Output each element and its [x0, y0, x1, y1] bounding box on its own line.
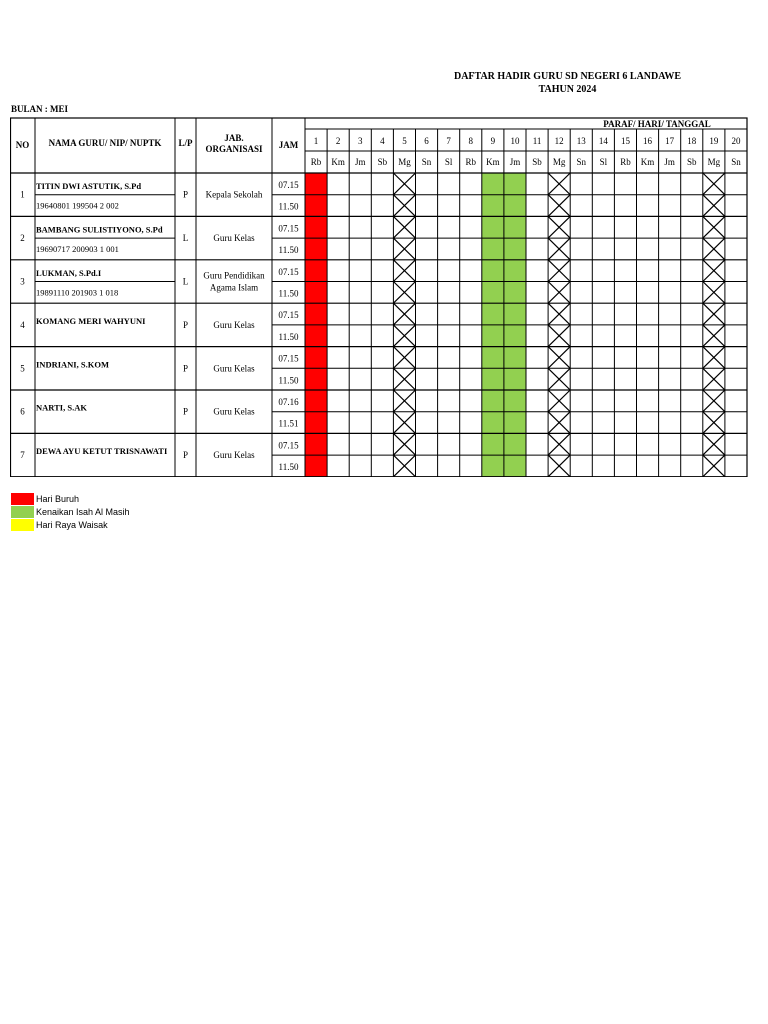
- day-date: 20: [731, 136, 741, 146]
- teacher-jab: Guru Pendidikan: [203, 270, 265, 281]
- legend-label: Hari Raya Waisak: [36, 520, 108, 530]
- day-date: 4: [380, 136, 385, 146]
- month-label: BULAN : MEI: [11, 104, 69, 114]
- day-date: 10: [510, 136, 520, 146]
- jam-out: 11.50: [278, 331, 299, 342]
- jam-out: 11.50: [278, 375, 299, 386]
- day-date: 12: [554, 136, 564, 146]
- day-name: Sb: [532, 157, 542, 167]
- teacher-name: DEWA AYU KETUT TRISNAWATI: [36, 446, 168, 457]
- document-title: DAFTAR HADIR GURU SD NEGERI 6 LANDAWE: [453, 71, 682, 82]
- day-date: 11: [532, 136, 542, 146]
- jam-in: 07.15: [278, 266, 299, 277]
- teacher-lp: P: [182, 189, 189, 200]
- day-name: Rb: [310, 157, 322, 167]
- legend-swatch-yellow: [11, 519, 34, 531]
- legend-label: Hari Buruh: [36, 494, 80, 504]
- teacher-no: 3: [20, 276, 25, 287]
- teacher-name: NARTI, S.AK: [36, 402, 87, 413]
- legend-swatch-green: [11, 506, 34, 518]
- teacher-no: 1: [20, 189, 25, 200]
- day-date: 14: [598, 136, 608, 146]
- teacher-no: 5: [20, 363, 25, 374]
- day-name: Jm: [664, 157, 675, 167]
- teacher-jab: Guru Kelas: [213, 319, 255, 330]
- day-name: Sb: [686, 157, 697, 167]
- header-name: NAMA GURU/ NIP/ NUPTK: [48, 138, 162, 148]
- day-name: Mg: [707, 157, 721, 167]
- jam-in: 07.15: [278, 180, 299, 190]
- teacher-no: 2: [20, 233, 25, 244]
- legend-label: Kenaikan Isah Al Masih: [36, 507, 130, 517]
- teacher-name: INDRIANI, S.KOM: [36, 359, 109, 370]
- teacher-no: 7: [20, 450, 25, 461]
- jam-in: 07.15: [278, 353, 299, 364]
- day-date: 17: [665, 136, 675, 146]
- day-date: 19: [709, 136, 719, 146]
- day-date: 7: [446, 136, 451, 146]
- teacher-name: BAMBANG SULISTIYONO, S.Pd: [36, 224, 163, 235]
- day-date: 15: [620, 136, 630, 146]
- day-date: 5: [402, 136, 407, 146]
- teacher-name: TITIN DWI ASTUTIK, S.Pd: [36, 181, 142, 191]
- jam-in: 07.15: [278, 310, 299, 321]
- day-name: Jm: [509, 157, 521, 167]
- jam-out: 11.50: [278, 288, 299, 299]
- day-date: 8: [468, 136, 473, 146]
- day-name: Mg: [552, 157, 566, 167]
- day-date: 9: [490, 136, 496, 146]
- jam-in: 07.16: [278, 397, 299, 407]
- jam-in: 07.15: [278, 223, 299, 234]
- jam-out: 11.51: [278, 418, 299, 429]
- teacher-lp: P: [182, 363, 189, 374]
- teacher-no: 6: [20, 406, 25, 417]
- teacher-name: LUKMAN, S.Pd.I: [36, 267, 102, 278]
- day-name: Km: [331, 157, 345, 167]
- day-date: 18: [687, 136, 697, 146]
- day-name: Jm: [354, 157, 366, 167]
- day-date: 2: [335, 136, 341, 146]
- day-name: Rb: [620, 157, 631, 167]
- header-no: NO: [15, 140, 30, 150]
- document-year: TAHUN 2024: [538, 84, 597, 95]
- teacher-jab: Guru Kelas: [213, 406, 255, 417]
- teacher-lp: P: [182, 319, 189, 330]
- teacher-nip: 19891110 201903 1 018: [36, 287, 119, 298]
- teacher-lp: P: [182, 406, 189, 417]
- day-date: 1: [313, 136, 319, 146]
- teacher-name: KOMANG MERI WAHYUNI: [36, 315, 146, 326]
- teacher-jab: Agama Islam: [209, 282, 259, 293]
- day-name: Sl: [599, 157, 608, 167]
- header-jam: JAM: [278, 140, 299, 150]
- day-name: Sn: [576, 157, 587, 167]
- header-organisasi: ORGANISASI: [205, 144, 263, 154]
- day-name: Sn: [731, 157, 741, 167]
- teacher-jab: Guru Kelas: [213, 450, 255, 461]
- jam-in: 07.15: [278, 440, 299, 451]
- day-date: 16: [643, 136, 653, 146]
- attendance-table: [10, 117, 748, 477]
- teacher-lp: L: [182, 233, 189, 244]
- day-date: 3: [358, 136, 363, 146]
- legend-swatch-red: [11, 493, 34, 505]
- jam-out: 11.50: [278, 201, 299, 212]
- header-lp: L/P: [178, 138, 193, 148]
- day-date: 13: [576, 136, 586, 146]
- teacher-lp: P: [182, 450, 189, 461]
- day-name: Sl: [444, 157, 453, 167]
- teacher-nip: 19690717 200903 1 001: [36, 244, 119, 255]
- teacher-jab: Guru Kelas: [213, 233, 255, 244]
- teacher-jab: Guru Kelas: [213, 363, 255, 374]
- day-date: 6: [424, 136, 429, 146]
- jam-out: 11.50: [278, 245, 299, 256]
- day-name: Mg: [398, 157, 411, 167]
- day-name: Km: [640, 157, 655, 167]
- teacher-lp: L: [182, 276, 189, 287]
- day-name: Sn: [421, 157, 432, 167]
- day-name: Rb: [465, 157, 477, 167]
- day-name: Sb: [377, 157, 388, 167]
- day-name: Km: [486, 157, 500, 167]
- teacher-no: 4: [20, 319, 25, 330]
- header-paraf: PARAF/ HARI/ TANGGAL: [603, 119, 711, 129]
- teacher-jab: Kepala Sekolah: [205, 189, 263, 200]
- jam-out: 11.50: [278, 462, 299, 473]
- header-jab: JAB.: [224, 133, 244, 143]
- teacher-nip: 19640801 199504 2 002: [36, 200, 119, 211]
